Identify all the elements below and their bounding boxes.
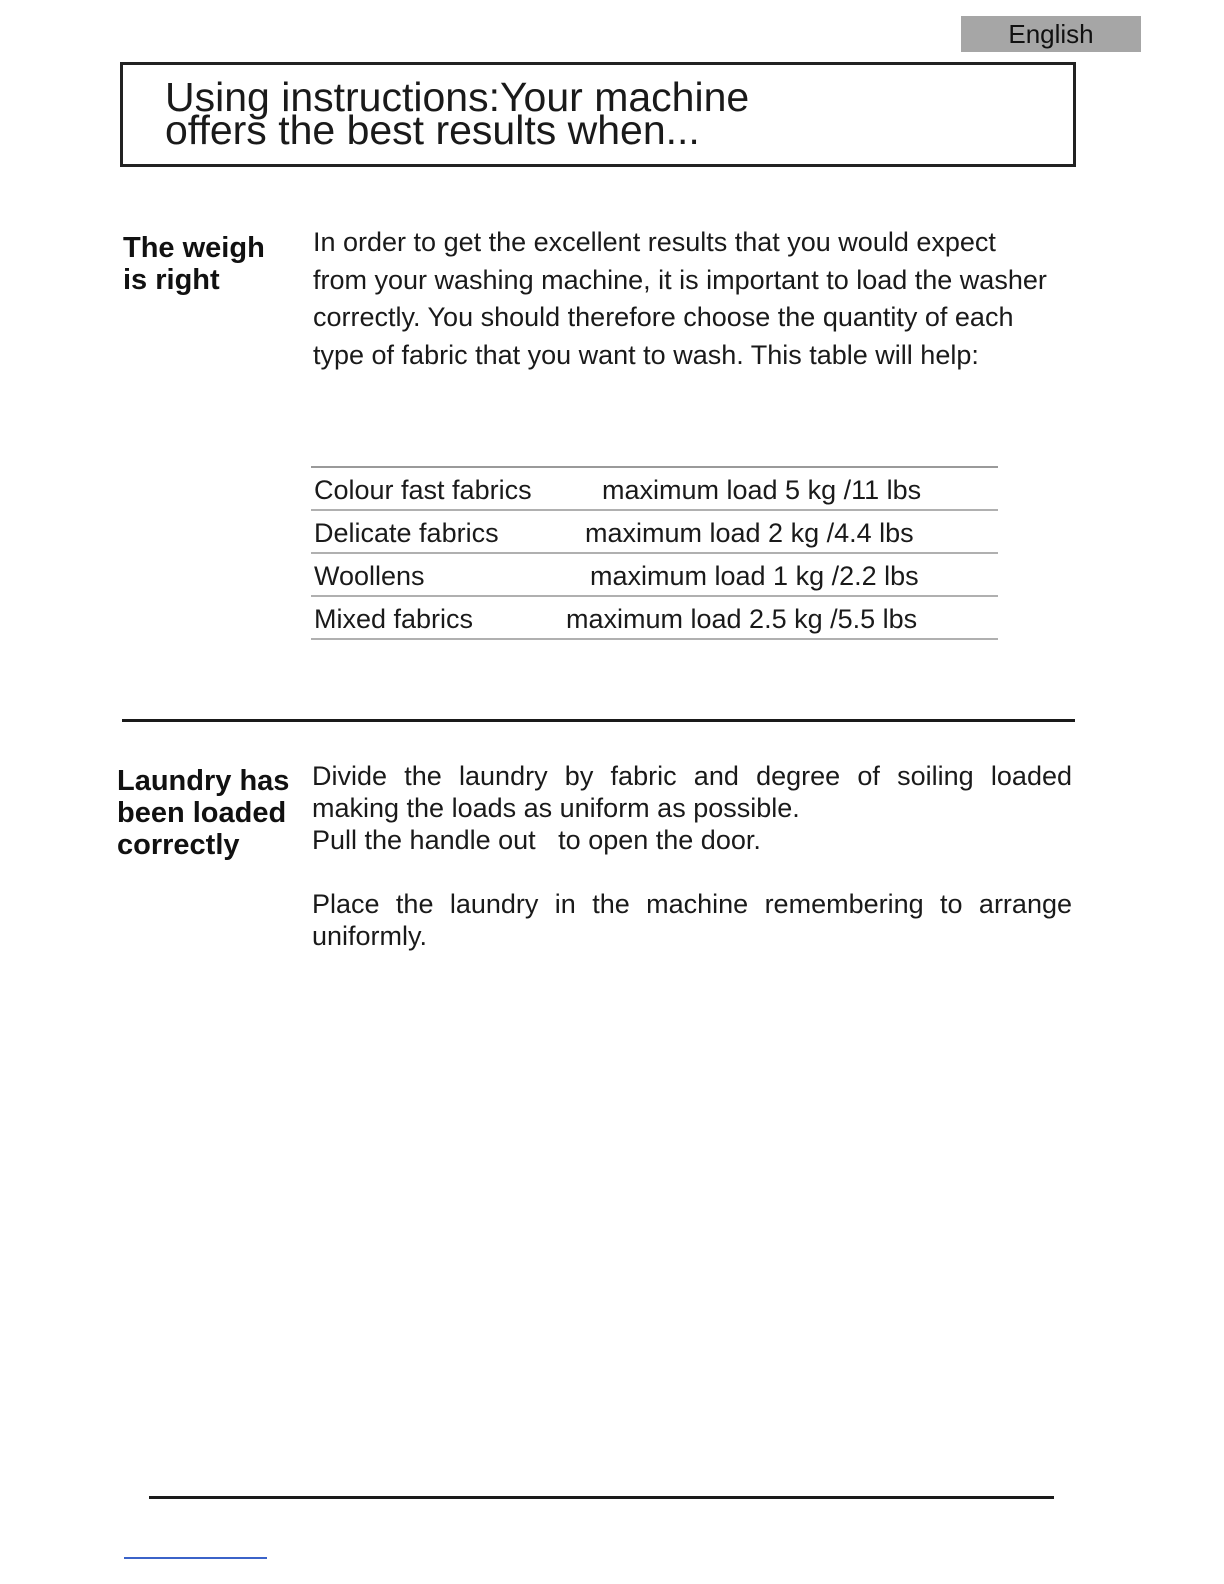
section-heading-line: Laundry has bbox=[117, 765, 290, 797]
paragraph-line: Divide the laundry by fabric and degree of soiling loaded bbox=[312, 761, 1072, 791]
paragraph-gap bbox=[312, 856, 1072, 888]
paragraph-line: Pull the handle out to open the door. bbox=[312, 825, 761, 855]
paragraph-line: from your washing machine, it is important to load the washer bbox=[313, 264, 1047, 295]
fabric-type: Colour fast fabrics bbox=[314, 475, 532, 505]
fabric-type: Mixed fabrics bbox=[314, 604, 474, 634]
paragraph-line: Place the laundry in the machine remembering to arrange bbox=[312, 889, 1072, 919]
max-load: maximum load 2.5 kg /5.5 lbs bbox=[566, 604, 918, 634]
paragraph-line: making the loads as uniform as possible. bbox=[312, 793, 800, 823]
weight-paragraph bbox=[313, 224, 1073, 374]
title-box bbox=[120, 62, 1076, 167]
language-tab: English bbox=[961, 16, 1141, 52]
section-heading-line: correctly bbox=[117, 829, 240, 861]
paragraph-line: correctly. You should therefore choose the quantity of each bbox=[313, 302, 1014, 333]
table-row bbox=[311, 554, 998, 597]
table-row bbox=[311, 511, 998, 554]
section-heading-line: been loaded bbox=[117, 797, 287, 829]
footer-divider bbox=[149, 1496, 1054, 1499]
table-row bbox=[311, 597, 998, 640]
section-heading-line: is right bbox=[123, 264, 220, 296]
max-load: maximum load 1 kg /2.2 lbs bbox=[590, 561, 919, 591]
table-row bbox=[311, 468, 998, 511]
max-load: maximum load 5 kg /11 lbs bbox=[602, 475, 922, 505]
paragraph-line: type of fabric that you want to wash. This table will help: bbox=[313, 339, 979, 370]
section-heading-loading bbox=[117, 765, 289, 861]
section-heading-weight bbox=[123, 232, 265, 296]
page-title-line-1: Using instructions:Your machine bbox=[165, 74, 750, 120]
loading-paragraph bbox=[312, 760, 1072, 952]
paragraph-line: In order to get the excellent results that you would expect bbox=[313, 227, 996, 257]
fabric-type: Delicate fabrics bbox=[314, 518, 499, 548]
page-title-line-2: offers the best results when... bbox=[165, 107, 700, 153]
paragraph-line: uniformly. bbox=[312, 921, 428, 951]
section-heading-line: The weigh bbox=[123, 232, 265, 264]
load-table bbox=[311, 466, 998, 640]
section-divider bbox=[122, 719, 1075, 722]
footer-accent-line bbox=[124, 1557, 267, 1559]
max-load: maximum load 2 kg /4.4 lbs bbox=[585, 518, 914, 548]
fabric-type: Woollens bbox=[314, 561, 425, 591]
